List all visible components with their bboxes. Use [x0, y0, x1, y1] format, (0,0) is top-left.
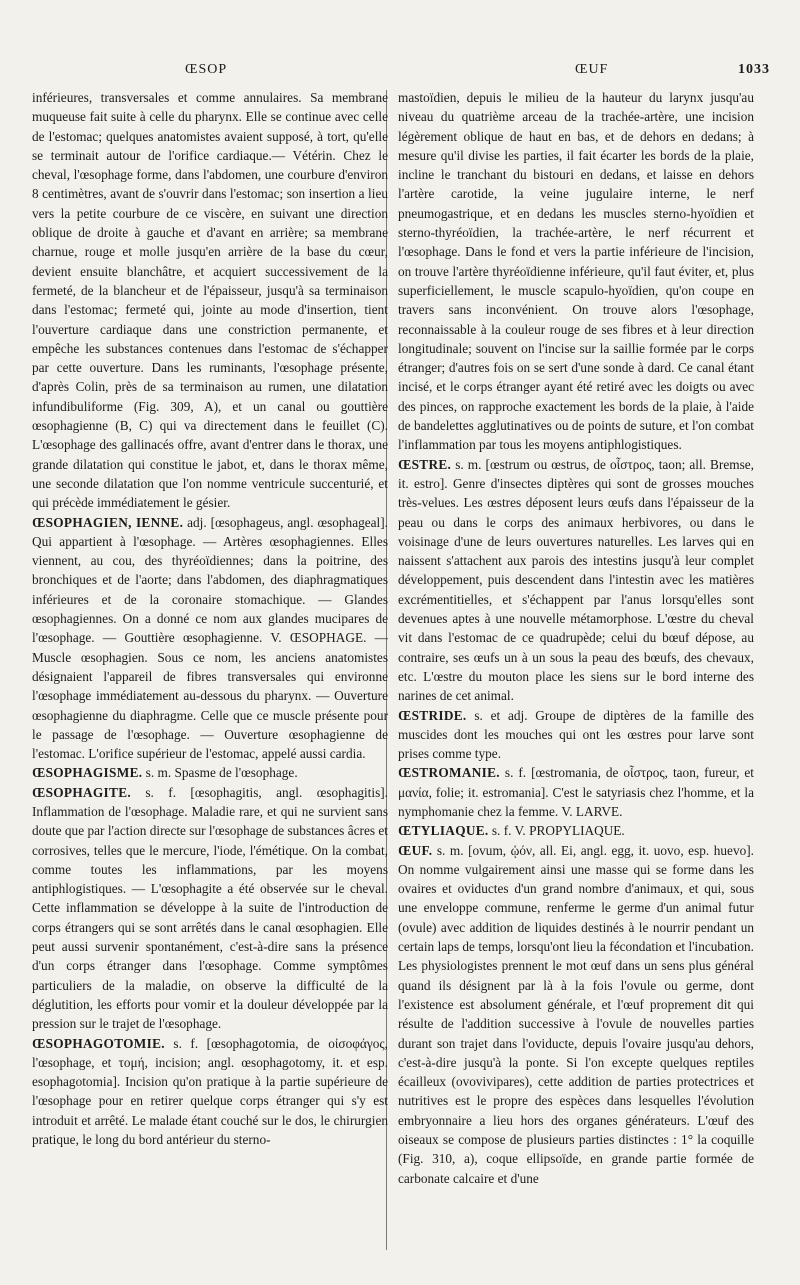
page-number: 1033 [738, 62, 770, 77]
entry-text: adj. [œsophageus, angl. œsophageal]. Qui appartient à l'œsophage. — Artères œsophagiennes. Elles viennent, au cou, des thyréoïdiennes; dans la poitrine, des bronchiques et de l'aorte; dans l'abdomen, des diaphragmatiques inférieures et de la coronaire stomachique. — Glandes œsophagiennes. On a donné ce nom aux glandes mucipares de l'œsophage. — Gouttière œsophagienne. V. ŒSOPHAGE. — Muscle œsophagien. Sous ce nom, les anciens anatomistes désignaient l'appareil de fibres transversales qui environne l'œsophage immédiatement au-dessous du pharynx. — Ouverture œsophagienne du diaphragme. Celle que ce muscle présente pour le passage de l'œsophage. — Ouverture œsophagienne de l'estomac. L'orifice supérieur de l'estomac, appelé aussi cardia. [32, 514, 388, 762]
running-head-right: ŒUF [575, 62, 609, 77]
entry-term: ŒSOPHAGOTOMIE. [32, 1035, 165, 1051]
continuation-paragraph [398, 88, 754, 455]
entry-term: ŒSTROMANIE. [398, 765, 500, 781]
entry-oeuf [398, 841, 754, 1188]
paragraph-text: inférieures, transversales et comme annulaires. Sa membrane muqueuse fait suite à celle du pharynx. Elle se continue avec celle de l'estomac; quelques anatomistes avaient supposé, à tort, qu'elle se terminait autour de l'orifice cardiaque.— Vétérin. Chez le cheval, l'œsophage forme, dans l'abdomen, une courbure d'environ 8 centimètres, avant de s'ouvrir dans l'estomac; son insertion a lieu vers la petite courbure de ce viscère, en suivant une direction oblique de droite à gauche et d'avant en arrière; sa membrane charnue, rouge et molle jusqu'en arrière de la base du cœur, devient ensuite blanchâtre, et acquiert successivement de la fermeté, de la blancheur et de l'épaisseur, jusqu'à sa terminaison dans l'estomac; fermeté qui, jointe au mode d'insertion, tient l'ouverture cardiaque dans une constriction permanente, et empêche les substances contenues dans l'estomac de s'échapper par cette ouverture. Dans les ruminants, l'œsophage présente, d'après Colin, près de sa terminaison au rumen, une dilatation infundibuliforme (Fig. 309, A), et un canal ou gouttière œsophagienne (B, C) qui va directement dans le feuillet (C). L'œsophage des gallinacés offre, avant d'entrer dans le thorax, une grande dilatation qui constitue le jabot, et, dans le thorax même, une seconde dilatation que l'on nomme ventricule succenturié, et qui précède immédiatement le gésier. [32, 90, 388, 511]
entry-oestride [398, 706, 754, 764]
entry-oetyliaque [398, 821, 754, 840]
entry-text: s. m. [œstrum ou œstrus, de οἶστρος, taon; all. Bremse, it. estro]. Genre d'insectes diptères qui sont de grosses mouches très-velues. Les œstres déposent leurs œufs dans l'épaisseur de la peau ou dans le corps des animaux herbivores, ou dans le voisinage d'une de leurs ouvertures naturelles. Les larves qui en naissent s'attachent aux parois des intestins jusqu'à leur complet développement, puis descendent dans l'intestin avec les matières excrémentitielles, et s'échappent par l'anus lorsqu'elles sont devenues aptes à une nouvelle métamorphose. L'œstre du cheval vit dans l'estomac de ce quadrupède; celui du bœuf dépose, au contraire, ses œufs un à un sous la peau des bœufs, des chevaux, etc. L'œstre du mouton place les siens sur le bord interne des narines de cet animal. [398, 456, 754, 704]
running-head [30, 62, 770, 82]
entry-text: s. f. [œsophagotomia, de οἰσοφάγος, l'œsophage, et τομή, incision; angl. œsophagotomy, it. et esp. esophagotomia]. Incision qu'on pratique à la partie supérieure de l'œsophage pour en retirer quelque corps étranger qui s'y est introduit et arrêté. Le malade étant couché sur le dos, le chirurgien pratique, le long du bord antérieur du sterno- [32, 1035, 388, 1148]
entry-term: ŒSOPHAGIEN, IENNE. [32, 514, 184, 530]
entry-oesophagite [32, 783, 388, 1034]
entry-oesophagisme [32, 763, 388, 782]
entry-text: s. f. [œsophagitis, angl. œsophagitis]. Inflammation de l'œsophage. Maladie rare, et qui ne survient sans doute que par l'action directe sur l'œsophage de substances âcres et corrosives, telles que le mercure, l'iode, l'émétique. On la combat, comme toutes les inflammations, par les moyens antiphlogistiques. — L'œsophagite a été observée sur le cheval. Cette inflammation se développe à la suite de l'introduction de corps étrangers qui se sont arrêtés dans le canal œsophagien. Elle peut aussi survenir spontanément, c'est-à-dire sans la présence d'un corps étranger dans l'œsophage. Comme symptômes particuliers de la maladie, on observe la difficulté de la déglutition, les efforts pour vomir et la douleur développée par la pression sur le trajet de l'œsophage. [32, 784, 388, 1032]
entry-text: s. et adj. Groupe de diptères de la famille des muscides dont les mouches qui ont les œstres pour larve sont prises comme type. [398, 707, 754, 762]
entry-oestre [398, 455, 754, 706]
entry-text: s. m. [ovum, ᾠόν, all. Ei, angl. egg, it. uovo, esp. huevo]. On nomme vulgairement ainsi une masse qui se forme dans les ovaires et oviductes d'un grand nombre d'animaux, et qui, sous une enveloppe commune, renferme le germe d'un animal futur (ovule) avec addition de liquides destinés à le nourrir pendant un certain laps de temps, lorsqu'ont lieu la fécondation et l'incubation. Les physiologistes prennent le mot œuf dans un sens plus général quand ils désignent par là à la fois l'ovule ou germe, dont l'existence est absolument générale, et l'œuf proprement dit qui résulte de l'addition successive à l'ovule de nouvelles parties durant son trajet dans l'oviducte, depuis l'ovaire jusqu'au dehors, c'est-à-dire jusqu'à la ponte. Si l'on excepte quelques reptiles écailleux (ovovivipares), cette addition de parties protectrices et nutritives est le propre des espèces dans lesquelles l'évolution embryonnaire a lieu hors des organes générateurs. L'œuf des oiseaux se compose de plusieurs parties distinctes : 1° la coquille (Fig. 310, a), coque ellipsoïde, en grande partie formée de carbonate calcaire et d'une [398, 842, 754, 1186]
entry-text: s. m. Spasme de l'œsophage. [142, 765, 298, 781]
right-column [398, 88, 754, 1258]
entry-term: ŒSOPHAGISME. [32, 765, 143, 781]
entry-oestromanie [398, 763, 754, 821]
paragraph-text: mastoïdien, depuis le milieu de la hauteur du larynx jusqu'au niveau du quatrième arceau de la trachée-artère, une incision légèrement oblique de haut en bas, et de dehors en dedans; à mesure qu'il divise les parties, il fait écarter les bords de la plaie, incline le tranchant du bistouri en dedans, et laisse en dehors l'artère carotide, la veine jugulaire interne, le nerf pneumogastrique, et en dedans les muscles sterno-hyoïdien et sterno-thyréoïdien, la trachée-artère, le nerf récurrent et l'œsophage. Dans le fond et vers la partie inférieure de l'incision, on trouve l'artère thyréoïdienne inférieure, qu'il faut éviter, et, plus superficiellement, le muscle scapulo-hyoïdien, qu'on coupe en travers sans inconvénient. On trouve alors l'œsophage, reconnaissable à la couleur rouge de ses fibres et à leur direction longitudinale; souvent on l'incise sur la saillie formée par le corps étranger; d'autres fois on se sert d'une sonde à dard. Ce canal étant incisé, et le corps étranger ayant été retiré avec les doigts ou avec des pinces, on rapproche exactement les bords de la plaie, à l'aide de bandelettes agglutinatives ou de points de suture, et l'on combat l'inflammation par tous les moyens antiphlogistiques. [398, 90, 754, 453]
entry-term: ŒSTRE. [398, 456, 452, 472]
entry-text: s. f. [œstromania, de οἶστρος, taon, fureur, et μανία, folie; it. estromania]. C'est le satyriasis chez l'homme, et la nymphomanie chez la femme. V. LARVE. [398, 765, 754, 819]
entry-term: ŒSOPHAGITE. [32, 784, 131, 800]
entry-term: ŒUF. [398, 842, 433, 858]
entry-term: ŒTYLIAQUE. [398, 823, 489, 839]
left-column [32, 88, 388, 1258]
entry-oesophagien [32, 513, 388, 764]
entry-oesophagotomie [32, 1034, 388, 1150]
entry-term: ŒSTRIDE. [398, 707, 467, 723]
entry-text: s. f. V. PROPYLIAQUE. [488, 823, 625, 839]
continuation-paragraph [32, 88, 388, 513]
running-head-left: ŒSOP [185, 62, 228, 77]
